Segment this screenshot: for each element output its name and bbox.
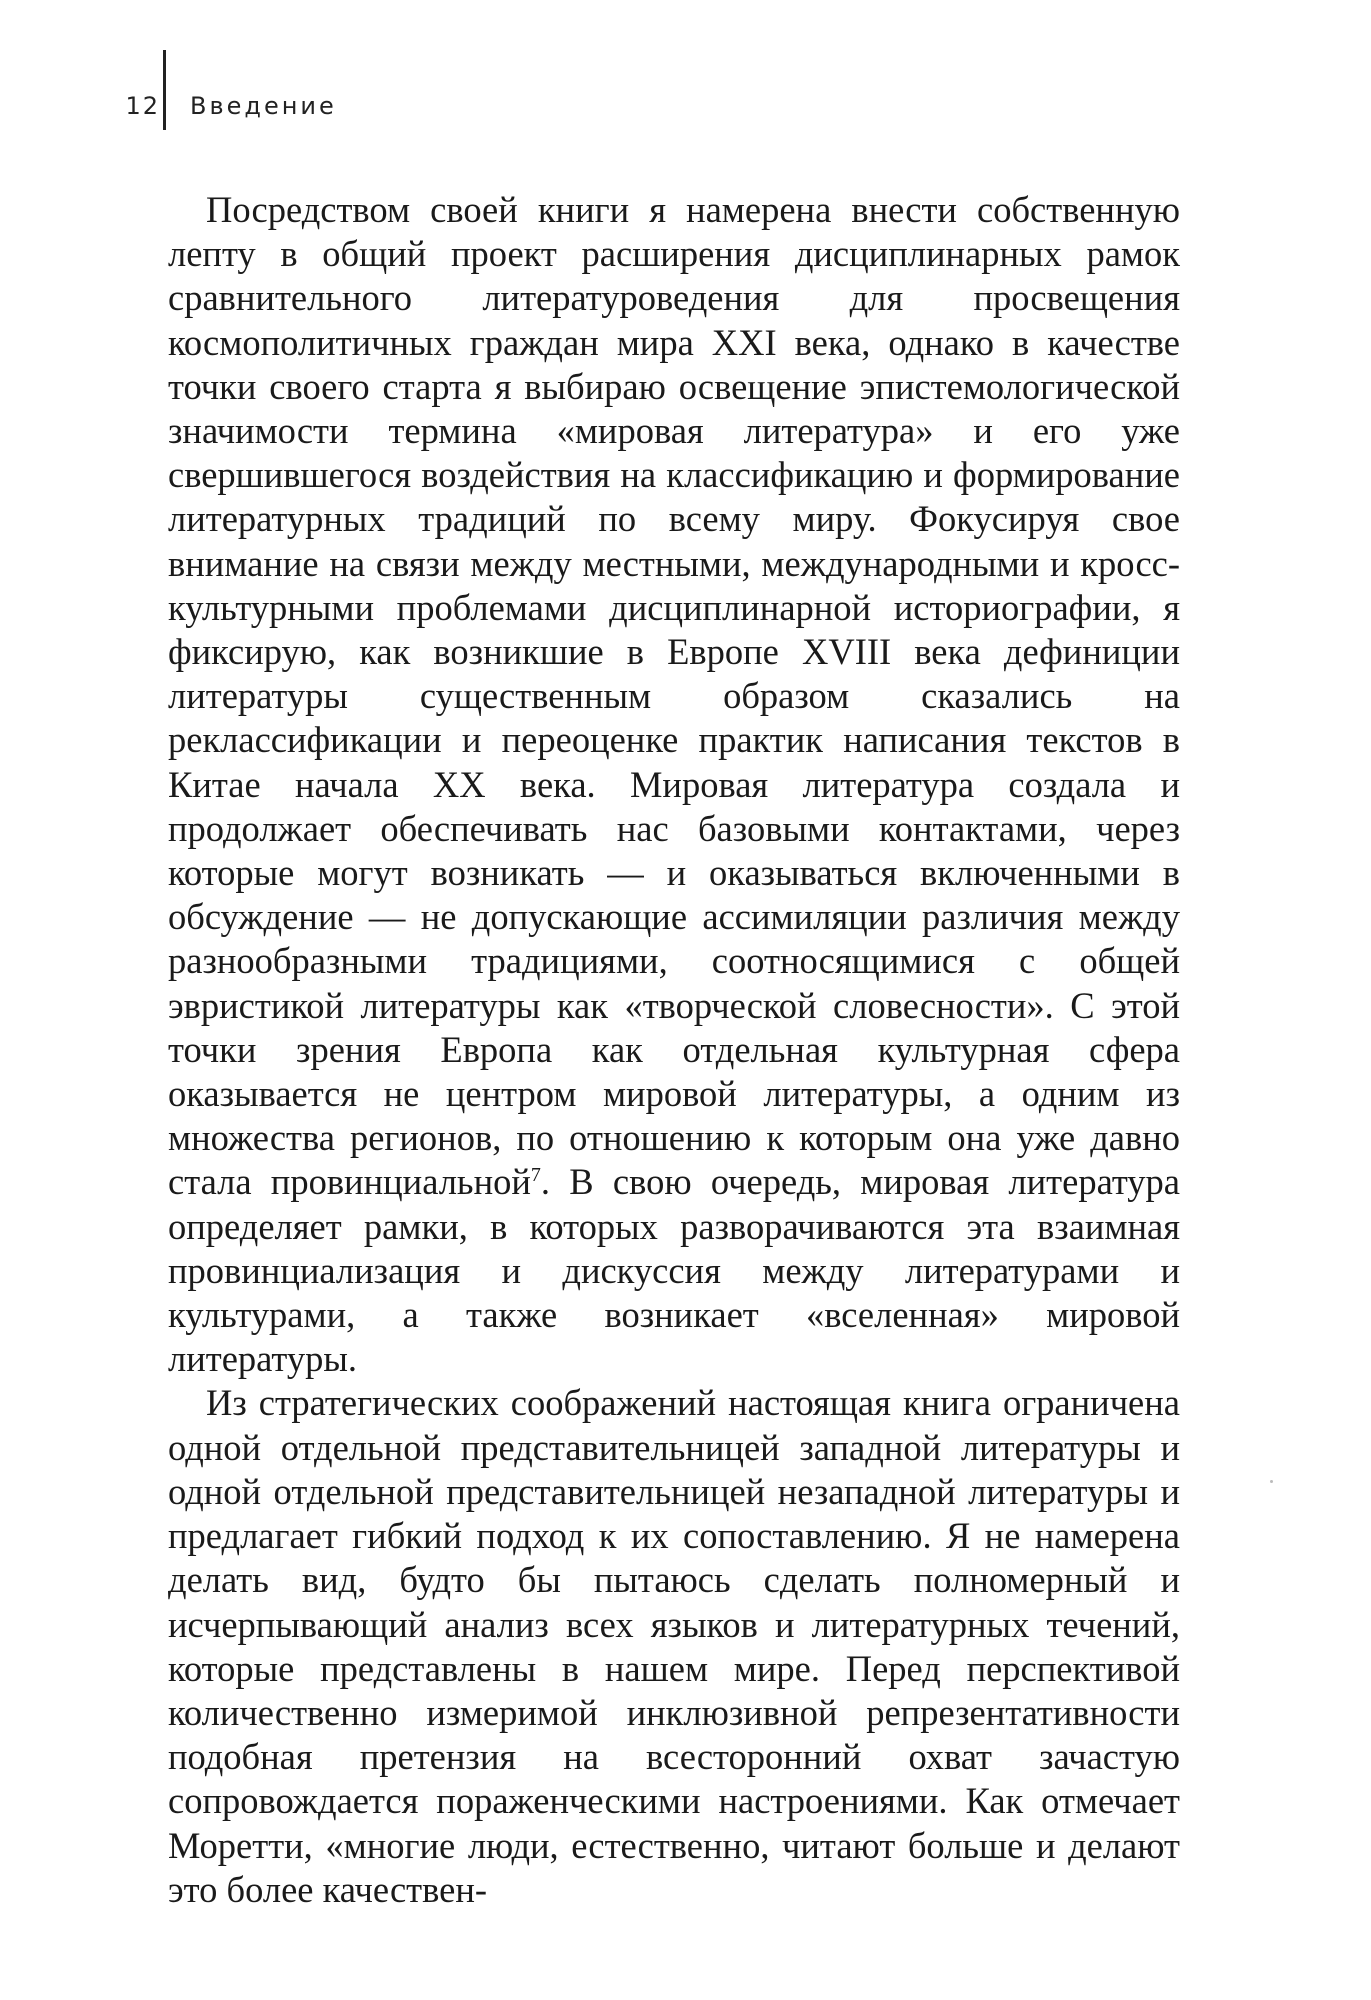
header-divider — [163, 50, 166, 130]
paragraph-text-continued: . В свою очередь, мировая литература определяет рамки, в которых разворачиваются эта взаимная провинциализация и дискуссия между литературами и культурами, а также возникает «вселенная» мировой литературы. — [168, 1161, 1181, 1380]
scan-speck — [1270, 1480, 1273, 1483]
paragraph-text: Из стратегических соображений настоящая книга ограничена одной отдельной представительницей западной литературы и одной отдельной представительницей незападной литературы и предлагает гибкий подход к их сопоставлению. Я не намерена делать вид, будто бы пытаюсь сделать полномерный и исчерпывающий анализ всех языков и литературных течений, которые представлены в нашем мире. Перед перспективой количественно измеримой инклюзивной репрезентативности подобная претензия на всесторонний охват зачастую сопровождается пораженческими настроениями. Как отмечает Моретти, «многие люди, естественно, читают больше и делают это более качествен- — [168, 1382, 1180, 1910]
section-title: Введение — [190, 92, 337, 120]
page-number: 12 — [125, 92, 160, 120]
paragraph — [168, 188, 1180, 1381]
paragraph-text: Посредством своей книги я намерена внести собственную лепту в общий проект расширения дисциплинарных рамок сравнительного литературоведения для просвещения космополитичных граждан мира XXI века, однако в качестве точки своего старта я выбираю освещение эпистемологической значимости термина «мировая литература» и его уже свершившегося воздействия на классификацию и формирование литературных традиций по всему миру. Фокусируя свое внимание на связи между местными, международными и кросс-культурными проблемами дисциплинарной историографии, я фиксирую, как возникшие в Европе XVIII века дефиниции литературы существенным образом сказались на реклассификации и переоценке практик написания текстов в Китае начала XX века. Мировая литература создала и продолжает обеспечивать нас базовыми контактами, через которые могут возникать — и оказываться включенными в обсуждение — не допускающие ассимиляции различия между разнообразными традициями, соотносящимися с общей эвристикой литературы как «творческой словесности». С этой точки зрения Европа как отдельная культурная сфера оказывается не центром мировой литературы, а одним из множества регионов, по отношению к которым она уже давно стала провинциальной — [168, 189, 1180, 1203]
main-text — [168, 188, 1180, 1912]
paragraph — [168, 1381, 1180, 1911]
running-head — [100, 78, 172, 134]
footnote-reference[interactable]: 7 — [530, 1164, 541, 1187]
